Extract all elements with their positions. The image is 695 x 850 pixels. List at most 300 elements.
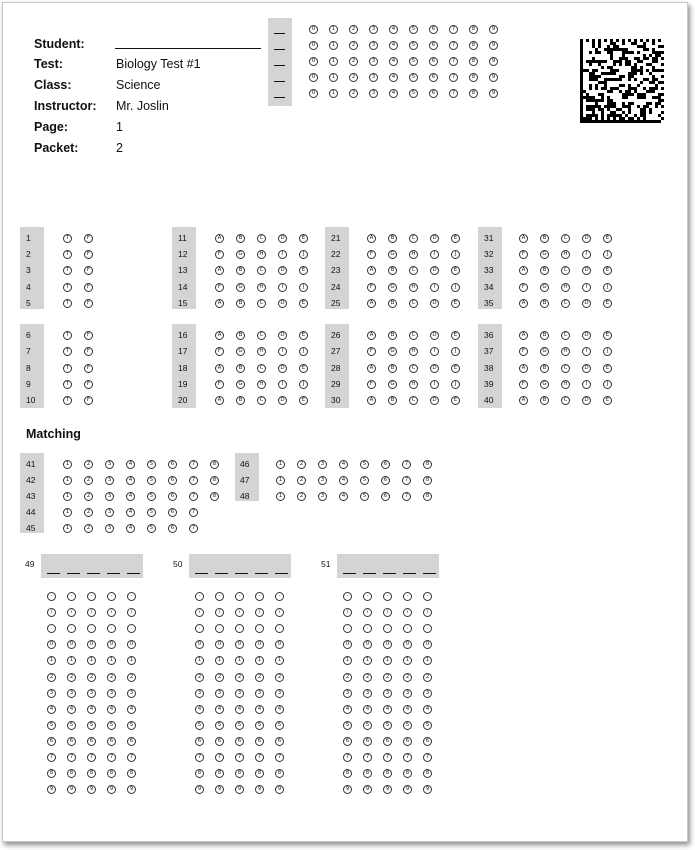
grid-bubble[interactable]: - [107, 592, 116, 601]
grid-bubble[interactable]: 1 [195, 656, 204, 665]
answer-bubble[interactable]: 5 [147, 492, 156, 501]
answer-bubble[interactable]: I [582, 380, 591, 389]
answer-bubble[interactable]: 3 [318, 476, 327, 485]
grid-answer-boxes[interactable] [337, 554, 439, 578]
id-digit-bubble[interactable]: 9 [489, 25, 498, 34]
id-digit-bubble[interactable]: 8 [469, 25, 478, 34]
answer-bubble[interactable]: J [451, 347, 460, 356]
answer-bubble[interactable]: 2 [84, 476, 93, 485]
answer-bubble[interactable]: 3 [105, 508, 114, 517]
grid-bubble[interactable]: . [255, 624, 264, 633]
grid-bubble[interactable]: 0 [215, 640, 224, 649]
grid-bubble[interactable]: 7 [403, 753, 412, 762]
answer-bubble[interactable]: 5 [147, 460, 156, 469]
id-digit-bubble[interactable]: 3 [369, 57, 378, 66]
grid-bubble[interactable]: 1 [87, 656, 96, 665]
answer-bubble[interactable]: 4 [339, 476, 348, 485]
id-digit-bubble[interactable]: 1 [329, 25, 338, 34]
answer-bubble[interactable]: G [388, 347, 397, 356]
answer-bubble[interactable]: D [582, 299, 591, 308]
answer-bubble[interactable]: D [582, 331, 591, 340]
grid-bubble[interactable]: 5 [87, 721, 96, 730]
id-digit-bubble[interactable]: 6 [429, 57, 438, 66]
grid-bubble[interactable]: 4 [255, 705, 264, 714]
grid-bubble[interactable]: 7 [235, 753, 244, 762]
answer-bubble[interactable]: 1 [276, 492, 285, 501]
grid-bubble[interactable]: 0 [235, 640, 244, 649]
answer-bubble[interactable]: B [540, 364, 549, 373]
grid-answer-boxes[interactable] [189, 554, 291, 578]
grid-bubble[interactable]: 4 [343, 705, 352, 714]
grid-bubble[interactable]: 4 [363, 705, 372, 714]
answer-bubble[interactable]: I [278, 347, 287, 356]
grid-bubble[interactable]: 0 [363, 640, 372, 649]
answer-bubble[interactable]: E [603, 364, 612, 373]
answer-bubble[interactable]: 6 [168, 508, 177, 517]
answer-bubble[interactable]: F [519, 250, 528, 259]
grid-bubble[interactable]: 1 [423, 656, 432, 665]
grid-bubble[interactable]: 2 [127, 673, 136, 682]
answer-bubble[interactable]: F [84, 331, 93, 340]
answer-bubble[interactable]: E [299, 396, 308, 405]
grid-bubble[interactable]: 5 [423, 721, 432, 730]
answer-bubble[interactable]: H [561, 347, 570, 356]
answer-bubble[interactable]: 3 [105, 492, 114, 501]
grid-bubble[interactable]: 0 [47, 640, 56, 649]
id-digit-bubble[interactable]: 1 [329, 57, 338, 66]
answer-bubble[interactable]: D [582, 364, 591, 373]
answer-bubble[interactable]: 1 [276, 476, 285, 485]
grid-bubble[interactable]: / [195, 608, 204, 617]
grid-bubble[interactable]: 9 [383, 785, 392, 794]
answer-bubble[interactable]: 5 [147, 476, 156, 485]
answer-bubble[interactable]: A [215, 266, 224, 275]
grid-bubble[interactable]: . [47, 624, 56, 633]
answer-bubble[interactable]: 1 [63, 524, 72, 533]
answer-bubble[interactable]: 7 [189, 492, 198, 501]
grid-bubble[interactable]: 9 [107, 785, 116, 794]
grid-bubble[interactable]: 5 [107, 721, 116, 730]
grid-bubble[interactable]: 3 [383, 689, 392, 698]
id-digit-bubble[interactable]: 7 [449, 41, 458, 50]
grid-bubble[interactable]: 6 [235, 737, 244, 746]
answer-bubble[interactable]: I [582, 347, 591, 356]
answer-bubble[interactable]: J [603, 347, 612, 356]
answer-bubble[interactable]: T [63, 396, 72, 405]
answer-bubble[interactable]: I [582, 250, 591, 259]
answer-bubble[interactable]: J [603, 283, 612, 292]
answer-bubble[interactable]: F [84, 380, 93, 389]
grid-bubble[interactable]: 2 [195, 673, 204, 682]
id-digit-bubble[interactable]: 2 [349, 89, 358, 98]
answer-bubble[interactable]: A [215, 234, 224, 243]
grid-bubble[interactable]: 6 [127, 737, 136, 746]
grid-bubble[interactable]: - [363, 592, 372, 601]
answer-bubble[interactable]: H [409, 250, 418, 259]
grid-bubble[interactable]: - [67, 592, 76, 601]
answer-bubble[interactable]: F [519, 347, 528, 356]
grid-bubble[interactable]: 9 [403, 785, 412, 794]
grid-bubble[interactable]: 2 [87, 673, 96, 682]
grid-bubble[interactable]: 2 [343, 673, 352, 682]
grid-bubble[interactable]: 6 [363, 737, 372, 746]
grid-bubble[interactable]: - [215, 592, 224, 601]
answer-bubble[interactable]: 1 [63, 508, 72, 517]
grid-bubble[interactable]: 5 [47, 721, 56, 730]
id-digit-bubble[interactable]: 9 [489, 89, 498, 98]
answer-bubble[interactable]: F [84, 396, 93, 405]
id-digit-bubble[interactable]: 1 [329, 89, 338, 98]
grid-bubble[interactable]: 3 [255, 689, 264, 698]
grid-bubble[interactable]: 7 [383, 753, 392, 762]
id-digit-bubble[interactable]: 6 [429, 41, 438, 50]
id-digit-bubble[interactable]: 5 [409, 25, 418, 34]
answer-bubble[interactable]: A [367, 266, 376, 275]
grid-bubble[interactable]: . [215, 624, 224, 633]
grid-bubble[interactable]: 1 [403, 656, 412, 665]
answer-bubble[interactable]: H [409, 347, 418, 356]
grid-bubble[interactable]: 4 [67, 705, 76, 714]
answer-bubble[interactable]: A [519, 299, 528, 308]
grid-bubble[interactable]: 5 [275, 721, 284, 730]
grid-bubble[interactable]: 1 [275, 656, 284, 665]
answer-bubble[interactable]: D [278, 331, 287, 340]
grid-bubble[interactable]: 3 [423, 689, 432, 698]
answer-bubble[interactable]: B [236, 396, 245, 405]
answer-bubble[interactable]: H [409, 283, 418, 292]
answer-bubble[interactable]: F [84, 299, 93, 308]
grid-bubble[interactable]: 4 [127, 705, 136, 714]
answer-bubble[interactable]: J [451, 250, 460, 259]
grid-bubble[interactable]: 6 [343, 737, 352, 746]
answer-bubble[interactable]: D [278, 299, 287, 308]
answer-bubble[interactable]: J [451, 380, 460, 389]
grid-bubble[interactable]: / [255, 608, 264, 617]
answer-bubble[interactable]: 8 [423, 460, 432, 469]
grid-bubble[interactable]: 1 [67, 656, 76, 665]
answer-bubble[interactable]: D [582, 234, 591, 243]
grid-bubble[interactable]: / [67, 608, 76, 617]
id-digit-bubble[interactable]: 3 [369, 25, 378, 34]
id-digit-bubble[interactable]: 0 [309, 25, 318, 34]
id-digit-bubble[interactable]: 7 [449, 57, 458, 66]
answer-bubble[interactable]: I [430, 380, 439, 389]
answer-bubble[interactable]: D [278, 364, 287, 373]
answer-bubble[interactable]: D [430, 266, 439, 275]
grid-bubble[interactable]: 1 [343, 656, 352, 665]
answer-bubble[interactable]: C [409, 266, 418, 275]
answer-bubble[interactable]: 5 [147, 508, 156, 517]
id-digit-bubble[interactable]: 4 [389, 57, 398, 66]
grid-bubble[interactable]: . [403, 624, 412, 633]
answer-bubble[interactable]: D [278, 266, 287, 275]
answer-bubble[interactable]: A [367, 331, 376, 340]
answer-bubble[interactable]: 6 [381, 476, 390, 485]
grid-bubble[interactable]: 3 [67, 689, 76, 698]
answer-bubble[interactable]: 1 [63, 460, 72, 469]
grid-bubble[interactable]: 5 [403, 721, 412, 730]
grid-bubble[interactable]: 5 [67, 721, 76, 730]
answer-bubble[interactable]: I [582, 283, 591, 292]
grid-bubble[interactable]: 9 [255, 785, 264, 794]
grid-bubble[interactable]: 3 [215, 689, 224, 698]
answer-bubble[interactable]: B [388, 396, 397, 405]
answer-bubble[interactable]: B [388, 331, 397, 340]
grid-bubble[interactable]: / [235, 608, 244, 617]
grid-bubble[interactable]: 5 [215, 721, 224, 730]
answer-bubble[interactable]: T [63, 266, 72, 275]
grid-bubble[interactable]: 9 [235, 785, 244, 794]
answer-bubble[interactable]: C [257, 299, 266, 308]
answer-bubble[interactable]: 2 [84, 508, 93, 517]
answer-bubble[interactable]: E [603, 234, 612, 243]
answer-bubble[interactable]: C [561, 331, 570, 340]
answer-bubble[interactable]: 7 [189, 508, 198, 517]
answer-bubble[interactable]: E [299, 364, 308, 373]
grid-bubble[interactable]: / [403, 608, 412, 617]
grid-bubble[interactable]: 3 [195, 689, 204, 698]
answer-bubble[interactable]: E [451, 364, 460, 373]
grid-bubble[interactable]: 5 [255, 721, 264, 730]
answer-bubble[interactable]: 7 [189, 476, 198, 485]
grid-bubble[interactable]: 7 [275, 753, 284, 762]
grid-bubble[interactable]: - [275, 592, 284, 601]
grid-bubble[interactable]: 6 [403, 737, 412, 746]
answer-bubble[interactable]: E [299, 299, 308, 308]
grid-bubble[interactable]: 8 [235, 769, 244, 778]
answer-bubble[interactable]: B [236, 266, 245, 275]
answer-bubble[interactable]: D [430, 234, 439, 243]
grid-bubble[interactable]: 8 [363, 769, 372, 778]
answer-bubble[interactable]: F [84, 266, 93, 275]
grid-bubble[interactable]: 8 [343, 769, 352, 778]
grid-bubble[interactable]: 9 [47, 785, 56, 794]
answer-bubble[interactable]: J [299, 380, 308, 389]
answer-bubble[interactable]: H [561, 250, 570, 259]
answer-bubble[interactable]: D [430, 299, 439, 308]
grid-bubble[interactable]: . [363, 624, 372, 633]
answer-bubble[interactable]: J [603, 380, 612, 389]
id-digit-bubble[interactable]: 5 [409, 73, 418, 82]
grid-bubble[interactable]: 3 [127, 689, 136, 698]
answer-bubble[interactable]: E [603, 331, 612, 340]
grid-bubble[interactable]: - [235, 592, 244, 601]
answer-bubble[interactable]: B [540, 396, 549, 405]
grid-bubble[interactable]: 2 [403, 673, 412, 682]
id-digit-bubble[interactable]: 0 [309, 73, 318, 82]
answer-bubble[interactable]: B [540, 234, 549, 243]
grid-bubble[interactable]: 9 [363, 785, 372, 794]
id-digit-bubble[interactable]: 1 [329, 41, 338, 50]
id-digit-bubble[interactable]: 6 [429, 89, 438, 98]
grid-bubble[interactable]: / [47, 608, 56, 617]
grid-bubble[interactable]: 7 [363, 753, 372, 762]
id-digit-bubble[interactable]: 7 [449, 25, 458, 34]
answer-bubble[interactable]: A [519, 234, 528, 243]
answer-bubble[interactable]: 8 [423, 492, 432, 501]
id-digit-bubble[interactable]: 2 [349, 73, 358, 82]
answer-bubble[interactable]: G [236, 250, 245, 259]
id-digit-bubble[interactable]: 5 [409, 57, 418, 66]
id-digit-bubble[interactable]: 9 [489, 57, 498, 66]
answer-bubble[interactable]: 2 [84, 524, 93, 533]
answer-bubble[interactable]: 4 [126, 492, 135, 501]
grid-bubble[interactable]: 6 [215, 737, 224, 746]
grid-bubble[interactable]: 7 [67, 753, 76, 762]
id-digit-bubble[interactable]: 6 [429, 25, 438, 34]
grid-bubble[interactable]: 8 [255, 769, 264, 778]
grid-bubble[interactable]: 9 [195, 785, 204, 794]
id-digit-bubble[interactable]: 8 [469, 41, 478, 50]
grid-bubble[interactable]: 8 [383, 769, 392, 778]
answer-bubble[interactable]: G [540, 250, 549, 259]
grid-bubble[interactable]: 8 [275, 769, 284, 778]
id-digit-bubble[interactable]: 0 [309, 41, 318, 50]
answer-bubble[interactable]: E [451, 396, 460, 405]
answer-bubble[interactable]: 7 [189, 460, 198, 469]
grid-bubble[interactable]: - [423, 592, 432, 601]
grid-bubble[interactable]: 1 [235, 656, 244, 665]
answer-bubble[interactable]: F [84, 364, 93, 373]
answer-bubble[interactable]: F [84, 234, 93, 243]
answer-bubble[interactable]: E [299, 234, 308, 243]
id-digit-bubble[interactable]: 4 [389, 25, 398, 34]
answer-bubble[interactable]: T [63, 364, 72, 373]
id-digit-bubble[interactable]: 5 [409, 41, 418, 50]
grid-bubble[interactable]: 7 [47, 753, 56, 762]
answer-bubble[interactable]: E [603, 396, 612, 405]
answer-bubble[interactable]: E [451, 266, 460, 275]
answer-bubble[interactable]: 2 [297, 492, 306, 501]
grid-bubble[interactable]: 4 [107, 705, 116, 714]
answer-bubble[interactable]: J [451, 283, 460, 292]
answer-bubble[interactable]: C [257, 396, 266, 405]
answer-bubble[interactable]: A [519, 266, 528, 275]
answer-bubble[interactable]: D [430, 331, 439, 340]
grid-bubble[interactable]: 5 [235, 721, 244, 730]
answer-bubble[interactable]: A [215, 299, 224, 308]
answer-bubble[interactable]: T [63, 283, 72, 292]
grid-bubble[interactable]: 2 [363, 673, 372, 682]
answer-bubble[interactable]: 3 [318, 460, 327, 469]
answer-bubble[interactable]: 5 [360, 492, 369, 501]
answer-bubble[interactable]: 6 [168, 524, 177, 533]
answer-bubble[interactable]: J [603, 250, 612, 259]
id-digit-bubble[interactable]: 3 [369, 89, 378, 98]
answer-bubble[interactable]: D [582, 266, 591, 275]
grid-bubble[interactable]: . [67, 624, 76, 633]
answer-bubble[interactable]: A [215, 396, 224, 405]
answer-bubble[interactable]: C [561, 234, 570, 243]
id-digit-bubble[interactable]: 1 [329, 73, 338, 82]
answer-bubble[interactable]: I [278, 283, 287, 292]
id-digit-bubble[interactable]: 7 [449, 73, 458, 82]
grid-bubble[interactable]: 2 [215, 673, 224, 682]
answer-bubble[interactable]: F [215, 283, 224, 292]
answer-bubble[interactable]: 2 [297, 476, 306, 485]
id-digit-bubble[interactable]: 4 [389, 73, 398, 82]
grid-bubble[interactable]: 9 [67, 785, 76, 794]
grid-bubble[interactable]: 6 [47, 737, 56, 746]
answer-bubble[interactable]: 4 [339, 492, 348, 501]
grid-bubble[interactable]: 0 [87, 640, 96, 649]
answer-bubble[interactable]: B [388, 266, 397, 275]
grid-bubble[interactable]: 3 [107, 689, 116, 698]
grid-bubble[interactable]: 5 [343, 721, 352, 730]
grid-bubble[interactable]: 4 [47, 705, 56, 714]
id-digit-bubble[interactable]: 6 [429, 73, 438, 82]
grid-bubble[interactable]: 3 [235, 689, 244, 698]
grid-bubble[interactable]: 0 [107, 640, 116, 649]
id-digit-bubble[interactable]: 3 [369, 73, 378, 82]
answer-bubble[interactable]: J [299, 283, 308, 292]
answer-bubble[interactable]: 7 [402, 492, 411, 501]
answer-bubble[interactable]: 6 [168, 476, 177, 485]
grid-bubble[interactable]: 0 [383, 640, 392, 649]
answer-bubble[interactable]: C [561, 396, 570, 405]
grid-bubble[interactable]: 6 [383, 737, 392, 746]
grid-bubble[interactable]: . [423, 624, 432, 633]
grid-bubble[interactable]: 2 [107, 673, 116, 682]
grid-bubble[interactable]: 9 [87, 785, 96, 794]
grid-bubble[interactable]: 8 [127, 769, 136, 778]
answer-bubble[interactable]: F [519, 283, 528, 292]
grid-bubble[interactable]: 8 [47, 769, 56, 778]
answer-bubble[interactable]: H [257, 283, 266, 292]
grid-bubble[interactable]: 1 [47, 656, 56, 665]
answer-bubble[interactable]: J [299, 250, 308, 259]
grid-bubble[interactable]: . [343, 624, 352, 633]
answer-bubble[interactable]: 7 [402, 460, 411, 469]
answer-bubble[interactable]: A [215, 331, 224, 340]
answer-bubble[interactable]: H [257, 380, 266, 389]
answer-bubble[interactable]: F [367, 347, 376, 356]
grid-bubble[interactable]: 8 [423, 769, 432, 778]
answer-bubble[interactable]: 8 [423, 476, 432, 485]
answer-bubble[interactable]: 3 [318, 492, 327, 501]
answer-bubble[interactable]: H [561, 380, 570, 389]
grid-bubble[interactable]: 1 [127, 656, 136, 665]
answer-bubble[interactable]: D [278, 234, 287, 243]
grid-bubble[interactable]: 7 [423, 753, 432, 762]
answer-bubble[interactable]: B [540, 266, 549, 275]
answer-bubble[interactable]: 8 [210, 460, 219, 469]
id-digit-bubble[interactable]: 9 [489, 73, 498, 82]
grid-bubble[interactable]: 7 [195, 753, 204, 762]
grid-bubble[interactable]: 4 [87, 705, 96, 714]
grid-bubble[interactable]: - [255, 592, 264, 601]
answer-bubble[interactable]: C [409, 396, 418, 405]
grid-bubble[interactable]: 8 [107, 769, 116, 778]
answer-bubble[interactable]: E [451, 299, 460, 308]
grid-bubble[interactable]: 1 [255, 656, 264, 665]
grid-bubble[interactable]: - [127, 592, 136, 601]
grid-bubble[interactable]: 1 [383, 656, 392, 665]
answer-bubble[interactable]: I [278, 380, 287, 389]
grid-bubble[interactable]: 8 [195, 769, 204, 778]
answer-bubble[interactable]: C [409, 364, 418, 373]
grid-bubble[interactable]: 7 [255, 753, 264, 762]
id-digit-bubble[interactable]: 8 [469, 73, 478, 82]
answer-bubble[interactable]: 5 [360, 476, 369, 485]
answer-bubble[interactable]: I [430, 250, 439, 259]
grid-bubble[interactable]: - [343, 592, 352, 601]
grid-bubble[interactable]: . [275, 624, 284, 633]
grid-bubble[interactable]: 2 [383, 673, 392, 682]
answer-bubble[interactable]: B [236, 234, 245, 243]
grid-bubble[interactable]: 8 [215, 769, 224, 778]
answer-bubble[interactable]: 1 [63, 492, 72, 501]
